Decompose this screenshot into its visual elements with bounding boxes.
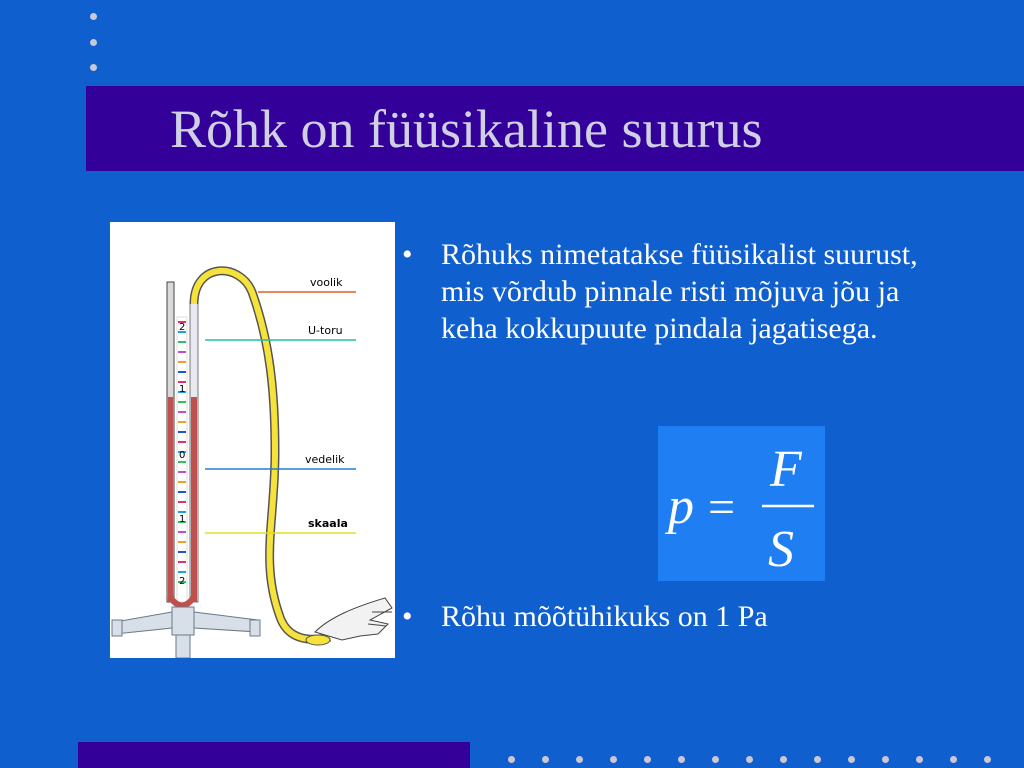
- decor-dot: [780, 756, 787, 763]
- decor-dot: [712, 756, 719, 763]
- decor-dot: [848, 756, 855, 763]
- bullet-item: [402, 598, 1002, 635]
- label-hose: voolik: [310, 276, 343, 289]
- bullet-item: [402, 236, 1002, 347]
- decor-dot: [90, 13, 97, 20]
- decor-dot: [984, 756, 991, 763]
- formula-box: [658, 426, 825, 581]
- manometer-figure: [110, 222, 395, 658]
- scale-number: 2: [179, 322, 186, 333]
- bullet-mark: •: [402, 600, 413, 633]
- decor-dot: [542, 756, 549, 763]
- decor-dot: [644, 756, 651, 763]
- stand: [112, 607, 260, 658]
- bottom-bar: [78, 742, 470, 768]
- pressure-formula: [658, 426, 825, 581]
- decor-dot: [882, 756, 889, 763]
- decor-dot: [90, 64, 97, 71]
- label-u-tube: U-toru: [308, 324, 343, 337]
- formula-numerator: F: [770, 441, 802, 498]
- formula-equals: =: [708, 481, 736, 534]
- manometer-illustration: [110, 222, 395, 658]
- scale-number: 1: [179, 384, 186, 395]
- decor-dot: [916, 756, 923, 763]
- bullet-mark: •: [402, 238, 413, 271]
- hand-illustration: [315, 598, 392, 640]
- bullet-text: Rõhu mõõtühikuks on 1 Pa: [441, 600, 768, 633]
- decor-dot: [508, 756, 515, 763]
- decor-dot: [950, 756, 957, 763]
- slide-title: Rõhk on füüsikaline suurus: [170, 99, 763, 159]
- decor-dot: [814, 756, 821, 763]
- decor-dot: [576, 756, 583, 763]
- decor-dot: [746, 756, 753, 763]
- scale-number: 0: [179, 450, 186, 461]
- bullet-text: Rõhuks nimetatakse füüsikalist suurust, mis võrdub pinnale risti mõjuva jõu ja keha kokkupuute pindala jagatisega.: [441, 238, 918, 345]
- scale-number: 1: [179, 514, 186, 525]
- label-scale: skaala: [308, 517, 348, 530]
- formula-denominator: S: [768, 521, 794, 578]
- formula-lhs: p: [668, 478, 694, 535]
- label-liquid: vedelik: [305, 453, 345, 466]
- decor-dot: [90, 39, 97, 46]
- decor-dot: [678, 756, 685, 763]
- scale-number: 2: [179, 576, 186, 587]
- decor-dot: [610, 756, 617, 763]
